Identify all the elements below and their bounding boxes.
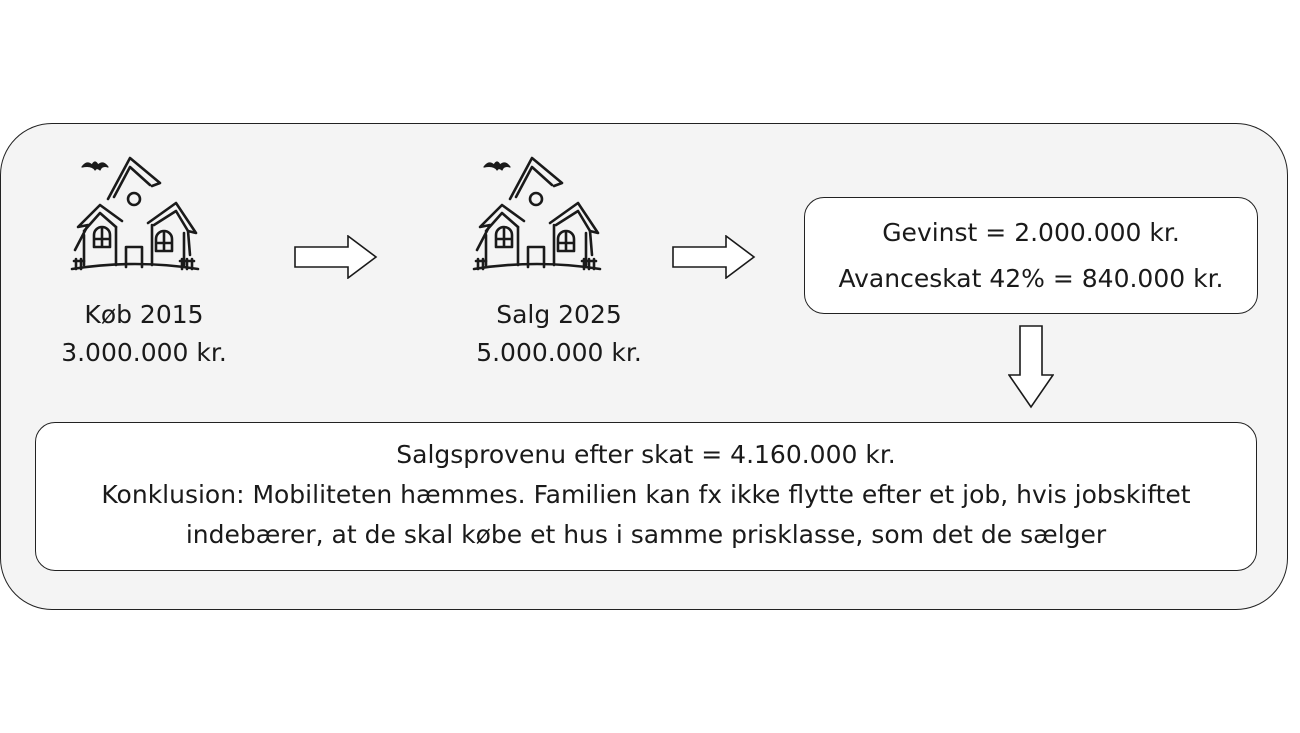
result-box — [35, 422, 1257, 571]
sale-caption — [429, 296, 689, 372]
haunted-house-icon — [472, 155, 602, 280]
down-arrow — [1008, 325, 1054, 409]
conclusion-line-1: Konklusion: Mobiliteten hæmmes. Familien kan fx ikke flytte efter et job, hvis jobskiftet — [101, 480, 1191, 509]
right-arrow — [672, 235, 756, 279]
right-arrow — [294, 235, 378, 279]
gain-amount: Gevinst = 2.000.000 kr. — [882, 218, 1180, 247]
purchase-caption — [14, 296, 274, 372]
sale-price: 5.000.000 kr. — [476, 338, 642, 367]
purchase-price: 3.000.000 kr. — [61, 338, 227, 367]
gain-box — [804, 197, 1258, 314]
haunted-house-icon — [70, 155, 200, 280]
sale-label: Salg 2025 — [496, 300, 622, 329]
net-proceeds: Salgsprovenu efter skat = 4.160.000 kr. — [396, 440, 896, 469]
conclusion-line-2: indebærer, at de skal købe et hus i samme prisklasse, som det de sælger — [185, 520, 1107, 549]
capital-gains-tax: Avanceskat 42% = 840.000 kr. — [838, 264, 1224, 293]
purchase-label: Køb 2015 — [84, 300, 204, 329]
